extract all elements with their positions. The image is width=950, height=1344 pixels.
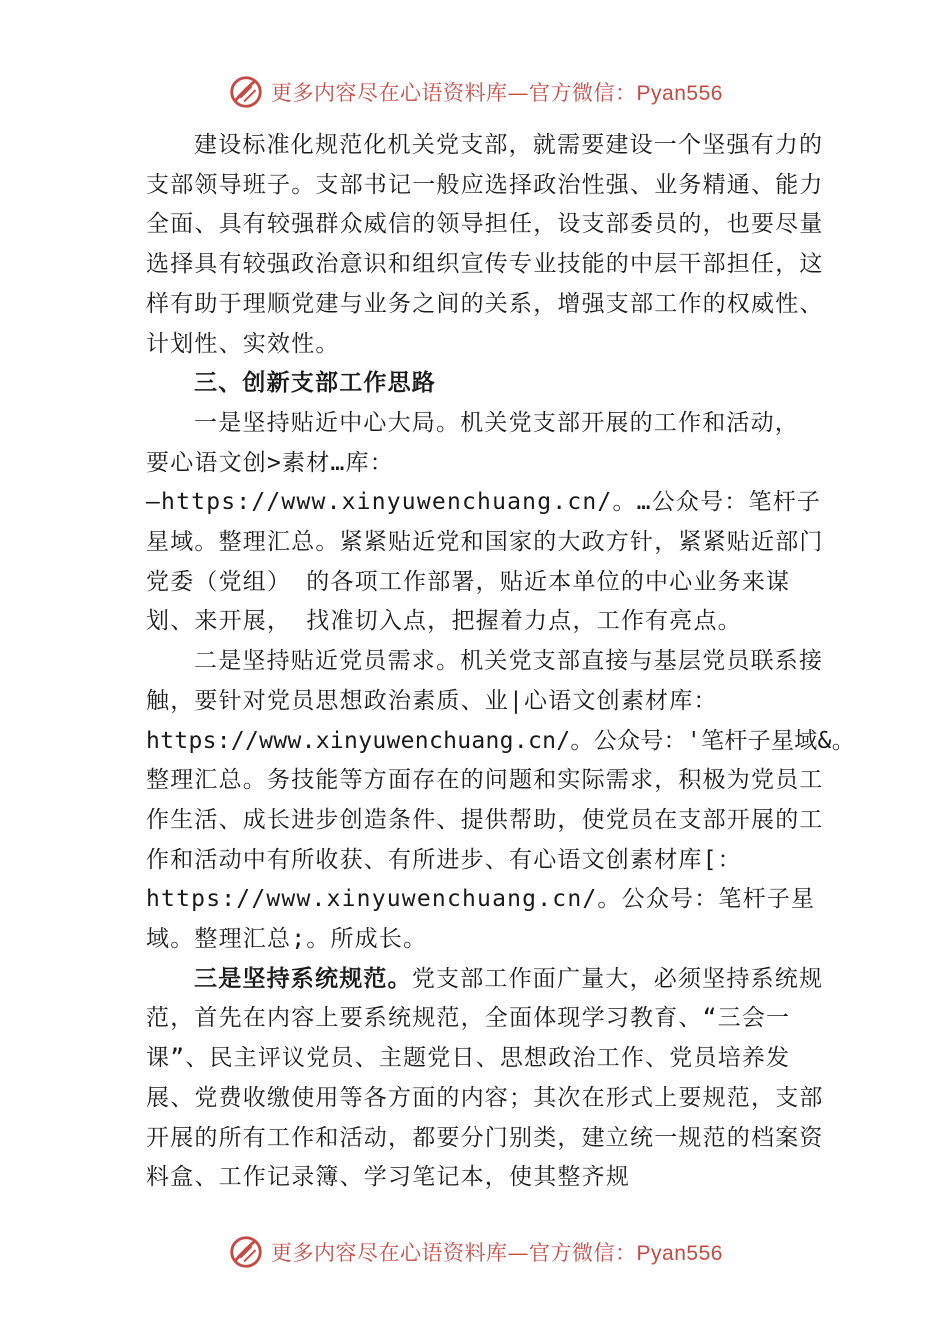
- paragraph: 建设标准化规范化机关党支部，就需要建设一个坚强有力的支部领导班子。支部书记一般应选择政治性强、业务精通、能力全面、具有较强群众威信的领导担任，设支部委员的，也要尽量选择具有较强政治意识和组织宣传专业技能的中层干部担任，这样有助于理顺党建与业务之间的关系，增强支部工作的权威性、计划性、实效性。: [146, 132, 824, 357]
- logo-icon: [227, 73, 265, 111]
- logo-icon: [227, 1233, 265, 1271]
- wechat-id: Pyan556: [636, 1242, 723, 1265]
- banner-text: 更多内容尽在心语资料库—官方微信：Pyan556: [271, 81, 723, 105]
- paragraph-fragment: 要心语文创>素材…库：: [146, 449, 394, 476]
- document-body: [146, 126, 856, 1198]
- paragraph: [146, 960, 826, 1198]
- paragraph-text: 党支部工作面广量大，必须坚持系统规范，首先在内容上要系统规范，全面体现学习教育、“三会一课”、民主评议党员、主题党日、思想政治工作、党员培养发展、党费收缴使用等各方面的内容；其次在形式上要规范，支部开展的所有工作和活动，都要分门别类，建立统一规范的档案资料盒、工作记录簿、学习笔记本，使其整齐规: [146, 965, 824, 1191]
- section-heading: 三、创新支部工作思路: [194, 370, 436, 397]
- paragraph: —https://www.xinyuwenchuang.cn/。…公众号：笔杆子星域。整理汇总。紧紧贴近党和国家的大政方针，紧紧贴近部门党委（党组） 的各项工作部署，贴近本单位的中心业务来谋划、来开展， 找准切入点，把握着力点，工作有亮点。: [146, 489, 824, 635]
- wechat-id: Pyan556: [636, 82, 723, 105]
- header-banner: [0, 72, 950, 112]
- paragraph: 二是坚持贴近党员需求。机关党支部直接与基层党员联系接触，要针对党员思想政治素质、业|心语文创素材库：: [146, 648, 824, 714]
- banner-text: 更多内容尽在心语资料库—官方微信：Pyan556: [271, 1241, 723, 1265]
- bold-lead: 三是坚持系统规范。: [194, 965, 412, 992]
- paragraph: 整理汇总。务技能等方面存在的问题和实际需求，积极为党员工作生活、成长进步创造条件、提供帮助，使党员在支部开展的工作和活动中有所收获、有所进步、有心语文创素材库[：https://www.xinyuwenchuang.cn/。公众号：笔杆子星域。整理汇总;。所成长。: [146, 767, 824, 953]
- paragraph-fragment: https://www.xinyuwenchuang.cn/。公众号：'笔杆子星域&。: [146, 727, 856, 754]
- paragraph: 一是坚持贴近中心大局。机关党支部开展的工作和活动，: [194, 409, 799, 436]
- footer-banner: [0, 1232, 950, 1272]
